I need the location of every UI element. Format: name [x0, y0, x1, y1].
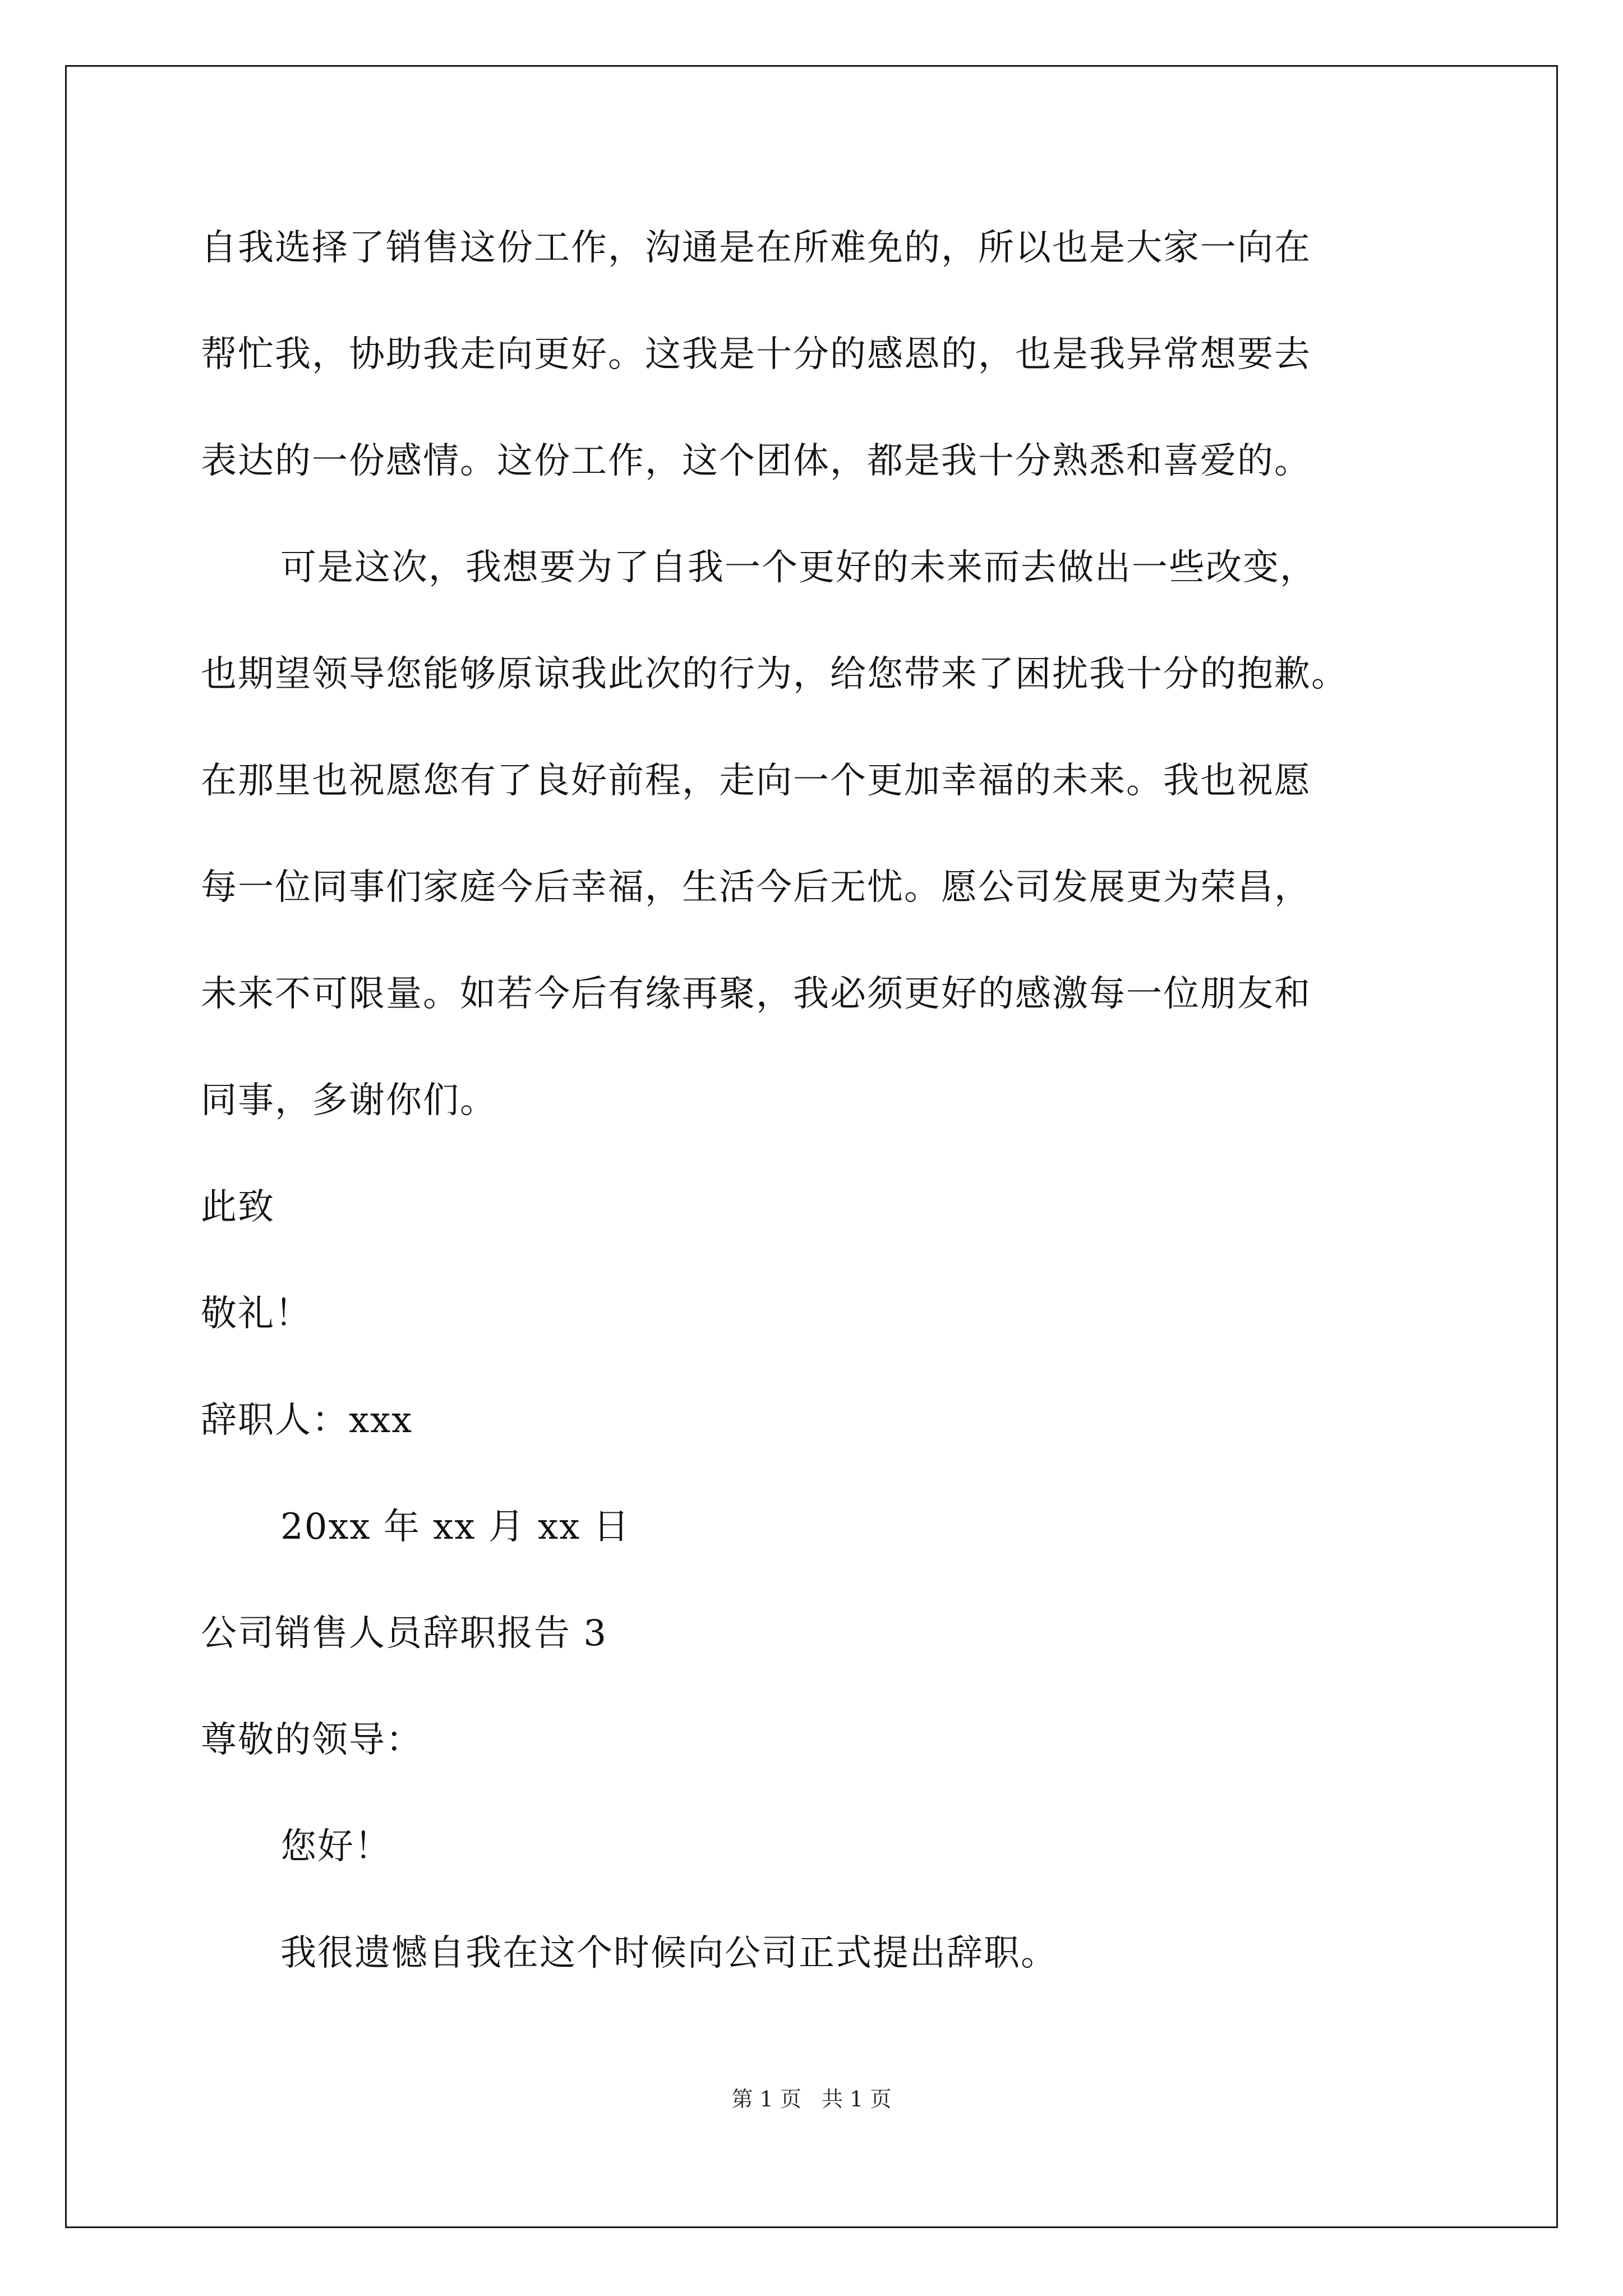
body-text-line: 在那里也祝愿您有了良好前程，走向一个更加幸福的未来。我也祝愿	[201, 760, 1311, 802]
greeting: 您好！	[280, 1826, 391, 1867]
body-text-line: 每一位同事们家庭今后幸福，生活今后无忧。愿公司发展更为荣昌，	[201, 867, 1311, 908]
body-text-line: 表达的一份感情。这份工作，这个团体，都是我十分熟悉和喜爱的。	[201, 440, 1311, 482]
body-text-line: 我很遗憾自我在这个时候向公司正式提出辞职。	[280, 1932, 1058, 1974]
date-line: 20xx 年 xx 月 xx 日	[280, 1506, 630, 1548]
body-text-line: 帮忙我，协助我走向更好。这我是十分的感恩的，也是我异常想要去	[201, 334, 1311, 375]
signature-line: 辞职人：xxx	[201, 1400, 413, 1441]
closing-regards: 敬礼！	[201, 1293, 312, 1335]
body-text-line: 未来不可限量。如若今后有缘再聚，我必须更好的感激每一位朋友和	[201, 973, 1311, 1015]
closing-salutation: 此致	[201, 1186, 275, 1228]
page-number-footer: 第 1 页 共 1 页	[731, 2087, 892, 2111]
body-text-line: 自我选择了销售这份工作，沟通是在所难免的，所以也是大家一向在	[201, 227, 1311, 269]
body-text-line: 也期望领导您能够原谅我此次的行为，给您带来了困扰我十分的抱歉。	[201, 654, 1348, 695]
section-title: 公司销售人员辞职报告 3	[201, 1613, 608, 1654]
body-text-line: 同事，多谢你们。	[201, 1080, 497, 1121]
body-text-line: 可是这次，我想要为了自我一个更好的未来而去做出一些改变，	[280, 547, 1317, 588]
greeting-recipient: 尊敬的领导：	[201, 1719, 423, 1761]
page-border	[65, 65, 1558, 2228]
